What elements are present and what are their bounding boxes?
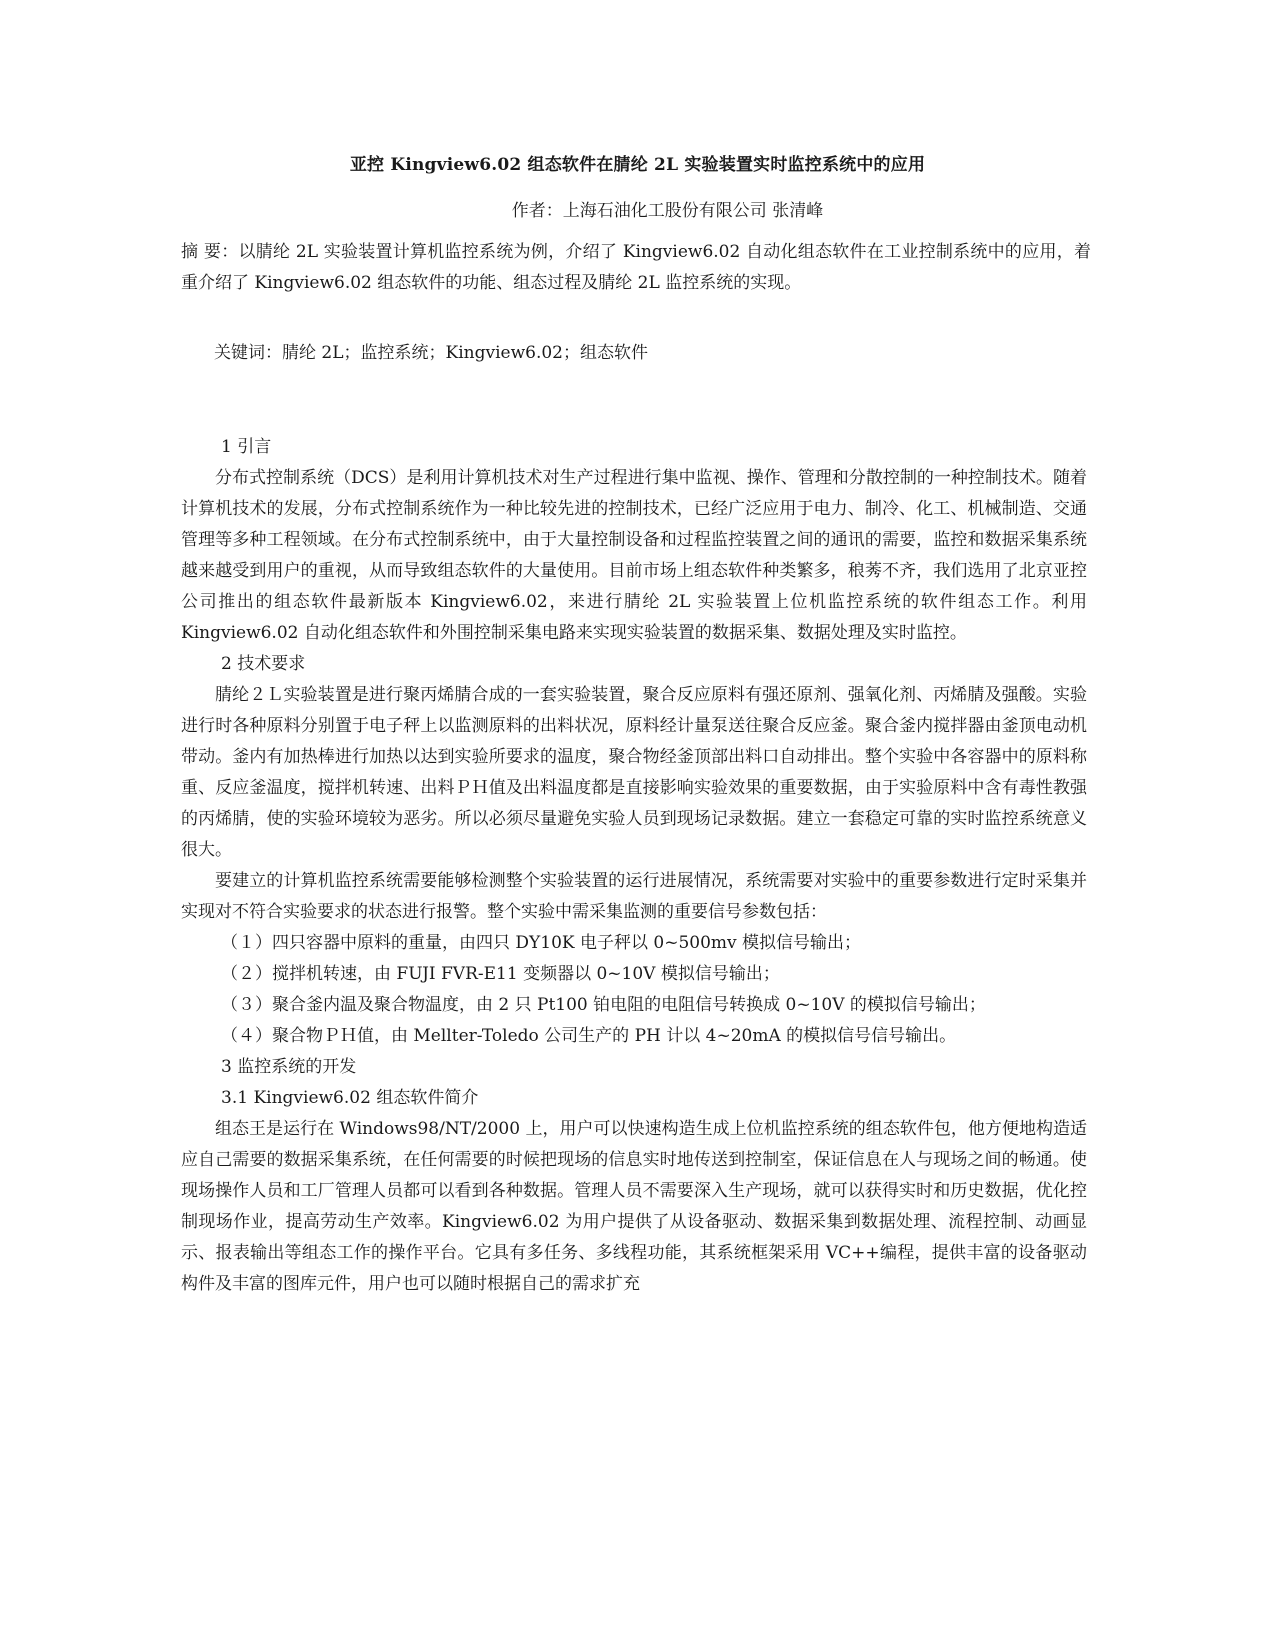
paragraph: 组态王是运行在 Windows98/NT/2000 上，用户可以快速构造生成上位机监控系统的组态软件包，他方便地构造适应自己需要的数据采集系统，在任何需要的时候把现场的信息实时地传送到控制室，保证信息在人与现场之间的畅通。使现场操作人员和工厂管理人员都可以看到各种数据。管理人员不需要深入生产现场，就可以获得实时和历史数据，优化控制现场作业，提高劳动生产效率。Kingview6.02 为用户提供了从设备驱动、数据采集到数据处理、流程控制、动画显示、报表输出等组态工作的操作平台。它具有多任务、多线程功能，其系统框架采用 VC++编程，提供丰富的设备驱动构件及丰富的图库元件，用户也可以随时根据自己的需求扩充 xyxy=(181,1119,1087,1294)
list-item: （４）聚合物ＰＨ值，由 Mellter-Toledo 公司生产的 PH 计以 4~20mA 的模拟信号信号输出。 xyxy=(221,1026,957,1046)
body-text xyxy=(181,432,1087,1300)
paragraph: 腈纶２Ｌ实验装置是进行聚丙烯腈合成的一套实验装置，聚合反应原料有强还原剂、强氧化剂、丙烯腈及强酸。实验进行时各种原料分别置于电子秤上以监测原料的出料状况，原料经计量泵送往聚合反应釜。聚合釜内搅拌器由釜顶电动机带动。釜内有加热棒进行加热以达到实验所要求的温度，聚合物经釜顶部出料口自动排出。整个实验中各容器中的原料称重、反应釜温度，搅拌机转速、出料ＰＨ值及出料温度都是直接影响实验效果的重要数据，由于实验原料中含有毒性教强的丙烯腈，使的实验环境较为恶劣。所以必须尽量避免实验人员到现场记录数据。建立一套稳定可靠的实时监控系统意义很大。 xyxy=(181,685,1087,860)
subsection-heading-3-1: 3.1 Kingview6.02 组态软件简介 xyxy=(221,1088,479,1108)
section-heading-2: 2 技术要求 xyxy=(221,654,306,674)
section-heading-1: 1 引言 xyxy=(221,437,272,457)
section-heading-3: 3 监控系统的开发 xyxy=(221,1057,357,1077)
list-item: （３）聚合釜内温及聚合物温度，由 2 只 Pt100 铂电阻的电阻信号转换成 0~10V 的模拟信号输出； xyxy=(221,995,986,1015)
author-line: 作者：上海石油化工股份有限公司 张清峰 xyxy=(511,201,824,221)
paragraph: 要建立的计算机监控系统需要能够检测整个实验装置的运行进展情况，系统需要对实验中的重要参数进行定时采集并实现对不符合实验要求的状态进行报警。整个实验中需采集监测的重要信号参数包括： xyxy=(181,871,1087,922)
abstract: 摘 要：以腈纶 2L 实验装置计算机监控系统为例，介绍了 Kingview6.02 自动化组态软件在工业控制系统中的应用，着重介绍了 Kingview6.02 组态软件的功能、组态过程及腈纶 2L 监控系统的实现。 xyxy=(181,242,1091,293)
list-item: （２）搅拌机转速，由 FUJI FVR-E11 变频器以 0~10V 模拟信号输出； xyxy=(221,964,780,984)
list-item: （１）四只容器中原料的重量，由四只 DY10K 电子秤以 0~500mv 模拟信号输出； xyxy=(221,933,862,953)
keywords: 关键词：腈纶 2L；监控系统；Kingview6.02；组态软件 xyxy=(214,343,648,363)
paper-title: 亚控 Kingview6.02 组态软件在腈纶 2L 实验装置实时监控系统中的应用 xyxy=(349,155,926,175)
paragraph: 分布式控制系统（DCS）是利用计算机技术对生产过程进行集中监视、操作、管理和分散控制的一种控制技术。随着计算机技术的发展，分布式控制系统作为一种比较先进的控制技术，已经广泛应用于电力、制冷、化工、机械制造、交通管理等多种工程领域。在分布式控制系统中，由于大量控制设备和过程监控装置之间的通讯的需要，监控和数据采集系统越来越受到用户的重视，从而导致组态软件的大量使用。目前市场上组态软件种类繁多，稂莠不齐，我们选用了北京亚控公司推出的组态软件最新版本 Kingview6.02，来进行腈纶 2L 实验装置上位机监控系统的软件组态工作。利用 Kingview6.02 自动化组态软件和外围控制采集电路来实现实验装置的数据采集、数据处理及实时监控。 xyxy=(181,468,1087,643)
